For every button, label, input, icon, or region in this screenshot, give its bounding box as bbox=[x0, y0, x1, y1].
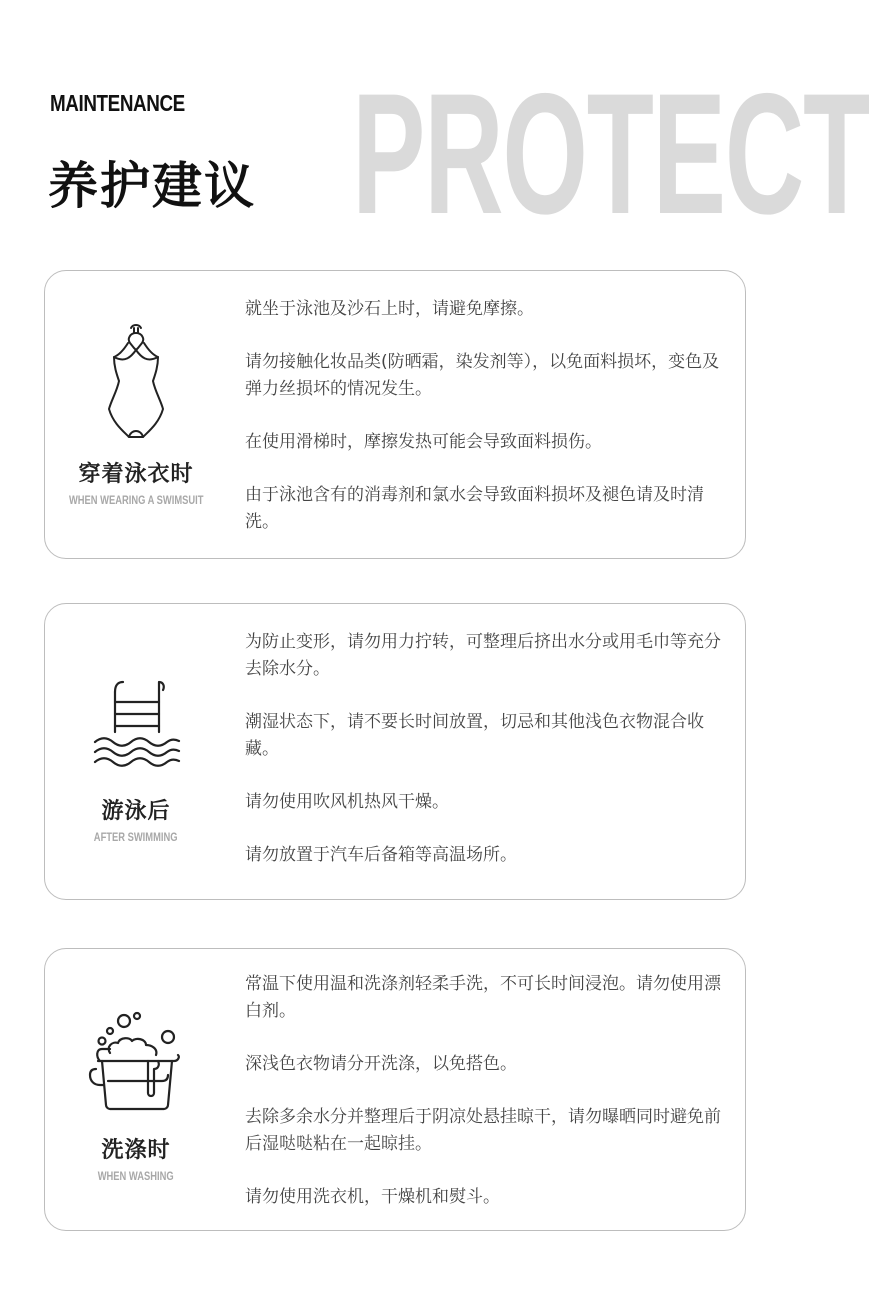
card-label-column bbox=[45, 949, 227, 1230]
tip-item: 请勿使用洗衣机，干燥机和熨斗。 bbox=[245, 1187, 500, 1207]
tip-item: 潮湿状态下，请不要长时间放置，切忌和其他浅色衣物混合收藏。 bbox=[245, 712, 704, 759]
tip-item: 请勿接触化妆品类(防晒霜，染发剂等），以免面料损坏，变色及弹力丝损坏的情况发生。 bbox=[245, 352, 720, 399]
card-after-swimming bbox=[44, 603, 746, 900]
card-title-en: WHEN WASHING bbox=[98, 1169, 174, 1183]
card-title-en: AFTER SWIMMING bbox=[94, 830, 178, 844]
card-title-en: WHEN WEARING A SWIMSUIT bbox=[68, 493, 204, 507]
card-wearing-swimsuit bbox=[44, 270, 746, 559]
tip-item: 请勿使用吹风机热风干燥。 bbox=[245, 792, 449, 812]
tip-item: 就坐于泳池及沙石上时，请避免摩擦。 bbox=[245, 299, 534, 319]
tip-item: 由于泳池含有的消毒剂和氯水会导致面料损坏及褪色请及时清洗。 bbox=[245, 485, 704, 532]
tip-item: 请勿放置于汽车后备箱等高温场所。 bbox=[245, 845, 517, 865]
tip-item: 为防止变形，请勿用力拧转，可整理后挤出水分或用毛巾等充分去除水分。 bbox=[245, 632, 721, 679]
card-label-column bbox=[45, 271, 227, 558]
tips-list bbox=[245, 971, 725, 1211]
card-label-column bbox=[45, 604, 227, 899]
card-title-cn: 穿着泳衣时 bbox=[78, 462, 194, 487]
swimsuit-icon bbox=[45, 323, 227, 441]
tip-item: 常温下使用温和洗涤剂轻柔手洗，不可长时间浸泡。请勿使用漂白剂。 bbox=[245, 974, 721, 1021]
card-title-cn: 洗涤时 bbox=[101, 1138, 171, 1163]
background-watermark-word: PROTECT bbox=[352, 58, 869, 250]
tip-item: 在使用滑梯时，摩擦发热可能会导致面料损伤。 bbox=[245, 432, 602, 452]
tips-list bbox=[245, 629, 725, 869]
card-when-washing bbox=[44, 948, 746, 1231]
card-title-cn: 游泳后 bbox=[101, 799, 171, 824]
tip-item: 去除多余水分并整理后于阴凉处悬挂晾干，请勿曝晒同时避免前后湿哒哒粘在一起晾挂。 bbox=[245, 1107, 721, 1154]
tips-list bbox=[245, 296, 725, 536]
english-subtitle: MAINTENANCE bbox=[50, 90, 185, 116]
page-title: 养护建议 bbox=[48, 157, 256, 215]
wash-basin-icon bbox=[45, 1009, 227, 1113]
pool-ladder-icon bbox=[45, 678, 227, 770]
page-header bbox=[0, 0, 869, 250]
tip-item: 深浅色衣物请分开洗涤，以免搭色。 bbox=[245, 1054, 517, 1074]
